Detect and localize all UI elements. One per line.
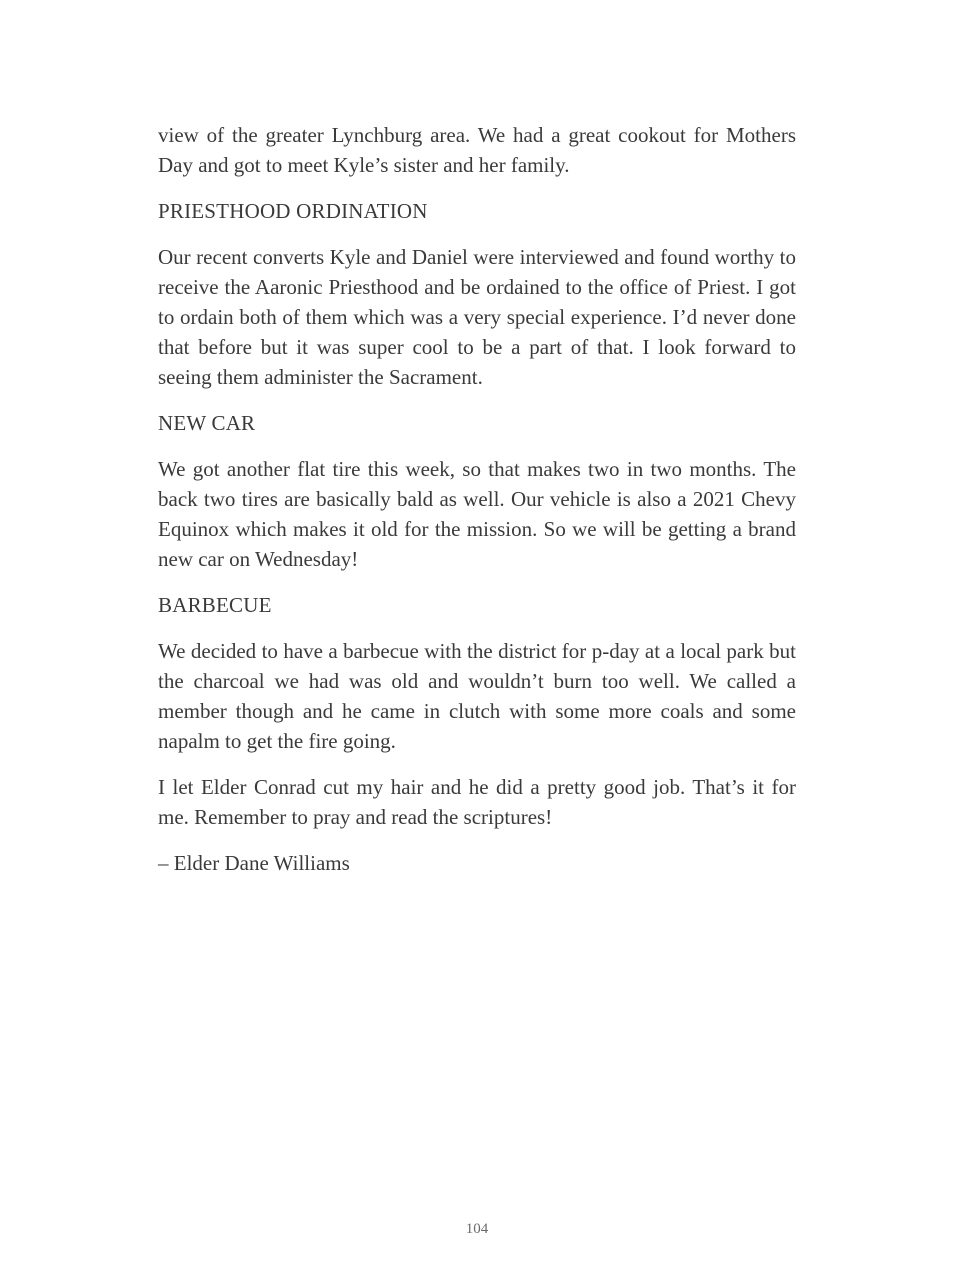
section-heading-priesthood-ordination: PRIESTHOOD ORDINATION	[158, 199, 428, 223]
priesthood-ordination-paragraph: Our recent converts Kyle and Daniel were interviewed and found worthy to receive the Aaronic Priesthood and be ordained to the office of Priest. I got to ordain both of them which was a very special experience. I’d never done that before but it was super cool to be a part of that. I look forward to seeing them administer the Sacrament.	[158, 245, 796, 389]
intro-paragraph: view of the greater Lynchburg area. We had a great cookout for Mothers Day and got to meet Kyle’s sister and her family.	[158, 123, 796, 177]
closing-paragraph: I let Elder Conrad cut my hair and he did a pretty good job. That’s it for me. Remember to pray and read the scriptures!	[158, 775, 796, 829]
section-heading-barbecue: BARBECUE	[158, 593, 272, 617]
page-content	[158, 120, 796, 878]
section-heading-new-car: NEW CAR	[158, 411, 256, 435]
signature: – Elder Dane Williams	[158, 851, 350, 875]
barbecue-paragraph: We decided to have a barbecue with the district for p-day at a local park but the charcoal we had was old and wouldn’t burn too well. We called a member though and he came in clutch with some more coals and some napalm to get the fire going.	[158, 639, 796, 753]
new-car-paragraph: We got another flat tire this week, so that makes two in two months. The back two tires are basically bald as well. Our vehicle is also a 2021 Chevy Equinox which makes it old for the mission. So we will be getting a brand new car on Wednesday!	[158, 457, 796, 571]
page-number: 104	[465, 1221, 489, 1237]
